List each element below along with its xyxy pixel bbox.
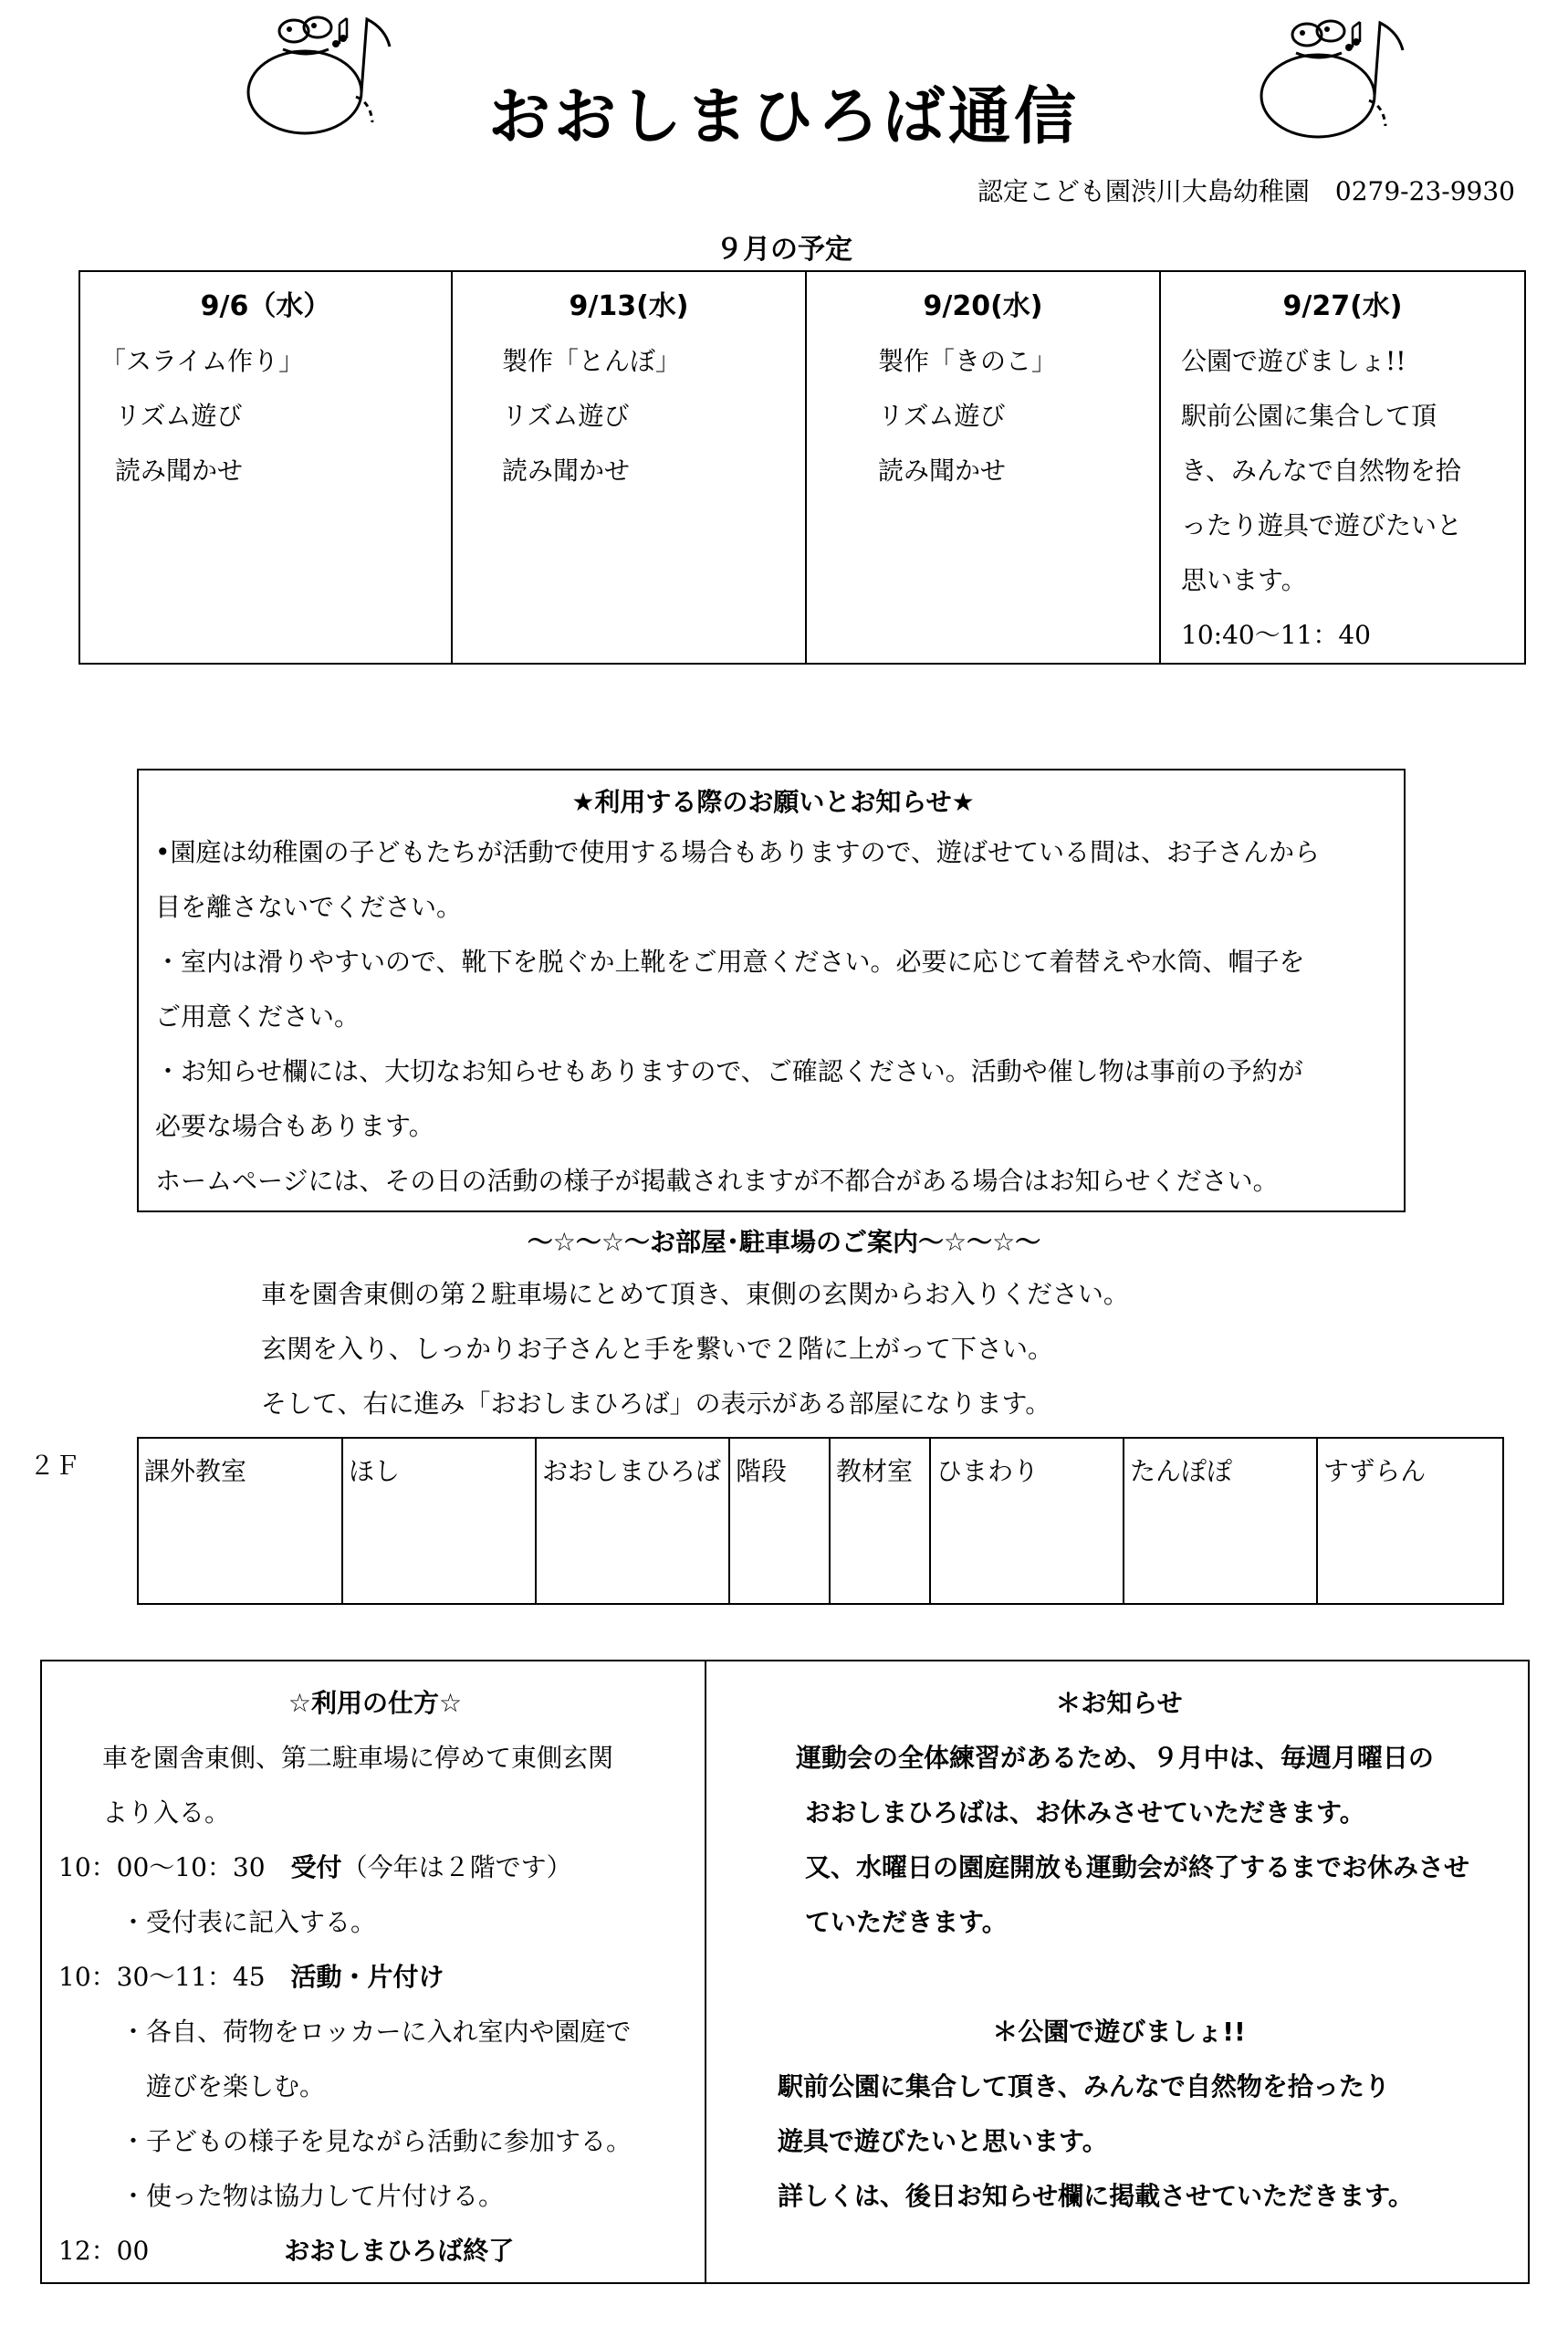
room-cell: おおしまひろば [536, 1438, 729, 1604]
schedule-line: き、みんなで自然物を拾 [1181, 456, 1461, 486]
notice-line: ホームページには、その日の活動の様子が掲載されますが不都合がある場合はお知らせください。 [155, 1166, 1279, 1196]
notice-line: ・室内は滑りやすいので、靴下を脱ぐか上靴をご用意ください。必要に応じて着替えや水筒、帽子を [155, 947, 1305, 977]
usage-time: 10：00〜10：30 [58, 1852, 266, 1882]
usage-line [58, 2224, 692, 2279]
schedule-cell [806, 271, 1160, 664]
rooms-heading: 〜☆〜☆〜お部屋･駐車場のご案内〜☆〜☆〜 [527, 1227, 1041, 1257]
usage-line: 遊びを楽しむ。 [146, 2071, 326, 2101]
usage-line: ・受付表に記入する。 [120, 1907, 377, 1937]
usage-time: 12：00 [58, 2236, 150, 2266]
schedule-line: ったり遊具で遊びたいと [1181, 510, 1463, 540]
organization-contact: 認定こども園渋川大島幼稚園 0279-23-9930 [977, 176, 1515, 206]
notice-box [137, 769, 1406, 1212]
rooms-line: 玄関を入り、しっかりお子さんと手を繋いで２階に上がって下さい。 [261, 1334, 1054, 1364]
room-cell: ひまわり [930, 1438, 1124, 1604]
schedule-line: リズム遊び [878, 401, 1006, 431]
schedule-date: 9/13(水) [569, 290, 689, 322]
schedule-line: リズム遊び [502, 401, 630, 431]
info-heading: ＊公園で遊びましょ!! [992, 2017, 1246, 2047]
floor-label: ２Ｆ [29, 1451, 81, 1481]
usage-label: おおしまひろば終了 [284, 2236, 515, 2266]
usage-line: ・子どもの様子を見ながら活動に参加する。 [120, 2126, 632, 2156]
page-title: おおしまひろば通信 [487, 81, 1080, 153]
schedule-cell [452, 271, 806, 664]
schedule-line: 「スライム作り」 [100, 346, 305, 376]
usage-line: ・各自、荷物をロッカーに入れ室内や園庭で [120, 2017, 632, 2047]
info-panel [706, 1661, 1529, 2283]
rooms-line: 車を園舎東側の第２駐車場にとめて頂き、東側の玄関からお入りください。 [261, 1279, 1129, 1309]
notice-line: 必要な場合もあります。 [155, 1111, 434, 1141]
schedule-date: 9/20(水) [923, 290, 1043, 322]
schedule-cell [79, 271, 452, 664]
usage-time: 10：30〜11：45 [58, 1962, 266, 1992]
notice-heading: ★利用する際のお願いとお知らせ★ [571, 787, 975, 817]
usage-line [58, 1840, 692, 1895]
info-line: おおしまひろばは、お休みさせていただきます。 [805, 1797, 1365, 1828]
notice-line: ・お知らせ欄には、大切なお知らせもありますので、ご確認ください。活動や催し物は事前の予約が [155, 1056, 1303, 1086]
usage-label: 受付 [290, 1852, 342, 1882]
usage-label: 活動・片付け [290, 1962, 444, 1992]
info-heading: ＊お知らせ [1055, 1688, 1183, 1718]
usage-note: （今年は２階です） [341, 1852, 572, 1882]
schedule-heading: ９月の予定 [716, 234, 852, 266]
room-cell: 教材室 [830, 1438, 930, 1604]
info-line: 運動会の全体練習があるため、９月中は、毎週月曜日の [796, 1743, 1434, 1773]
room-cell: 課外教室 [138, 1438, 342, 1604]
schedule-date: 9/27(水) [1282, 290, 1403, 322]
schedule-line: 製作「とんぼ」 [502, 346, 682, 376]
usage-line [58, 1950, 692, 2005]
schedule-line: リズム遊び [115, 401, 243, 431]
usage-line: ・使った物は協力して片付ける。 [120, 2181, 505, 2211]
usage-line: より入る。 [102, 1797, 231, 1828]
schedule-line: 読み聞かせ [878, 456, 1007, 486]
room-cell: ほし [342, 1438, 536, 1604]
usage-heading: ☆利用の仕方☆ [287, 1688, 463, 1718]
info-line: 又、水曜日の園庭開放も運動会が終了するまでお休みさせ [805, 1852, 1470, 1882]
schedule-cell [1160, 271, 1525, 664]
room-cell: 階段 [729, 1438, 830, 1604]
schedule-line: 読み聞かせ [115, 456, 244, 486]
bottom-info-table [40, 1660, 1530, 2284]
schedule-line: 駅前公園に集合して頂 [1181, 401, 1437, 431]
rooms-line: そして、右に進み「おおしまひろば」の表示がある部屋になります。 [261, 1389, 1051, 1419]
notice-line: •園庭は幼稚園の子どもたちが活動で使用する場合もありますので、遊ばせている間は、お子さんから [155, 837, 1320, 867]
floor-map [137, 1437, 1504, 1605]
usage-panel [41, 1661, 706, 2283]
info-line: ていただきます。 [805, 1907, 1008, 1937]
schedule-line: 公園で遊びましょ!! [1181, 346, 1406, 376]
usage-line: 車を園舎東側、第二駐車場に停めて東側玄関 [102, 1743, 614, 1773]
info-line: 駅前公園に集合して頂き、みんなで自然物を拾ったり [778, 2071, 1390, 2101]
schedule-line: 読み聞かせ [502, 456, 631, 486]
schedule-line: 製作「きのこ」 [878, 346, 1058, 376]
room-cell: たんぽぽ [1124, 1438, 1317, 1604]
schedule-line: 10:40〜11：40 [1181, 620, 1371, 650]
schedule-date: 9/6（水） [200, 290, 331, 322]
info-line: 遊具で遊びたいと思います。 [778, 2126, 1108, 2156]
notice-line: 目を離さないでください。 [155, 892, 463, 922]
schedule-line: 思います。 [1181, 565, 1307, 595]
info-line: 詳しくは、後日お知らせ欄に掲載させていただきます。 [778, 2181, 1414, 2211]
schedule-table [78, 270, 1526, 665]
notice-line: ご用意ください。 [155, 1001, 361, 1032]
room-cell: すずらん [1317, 1438, 1503, 1604]
